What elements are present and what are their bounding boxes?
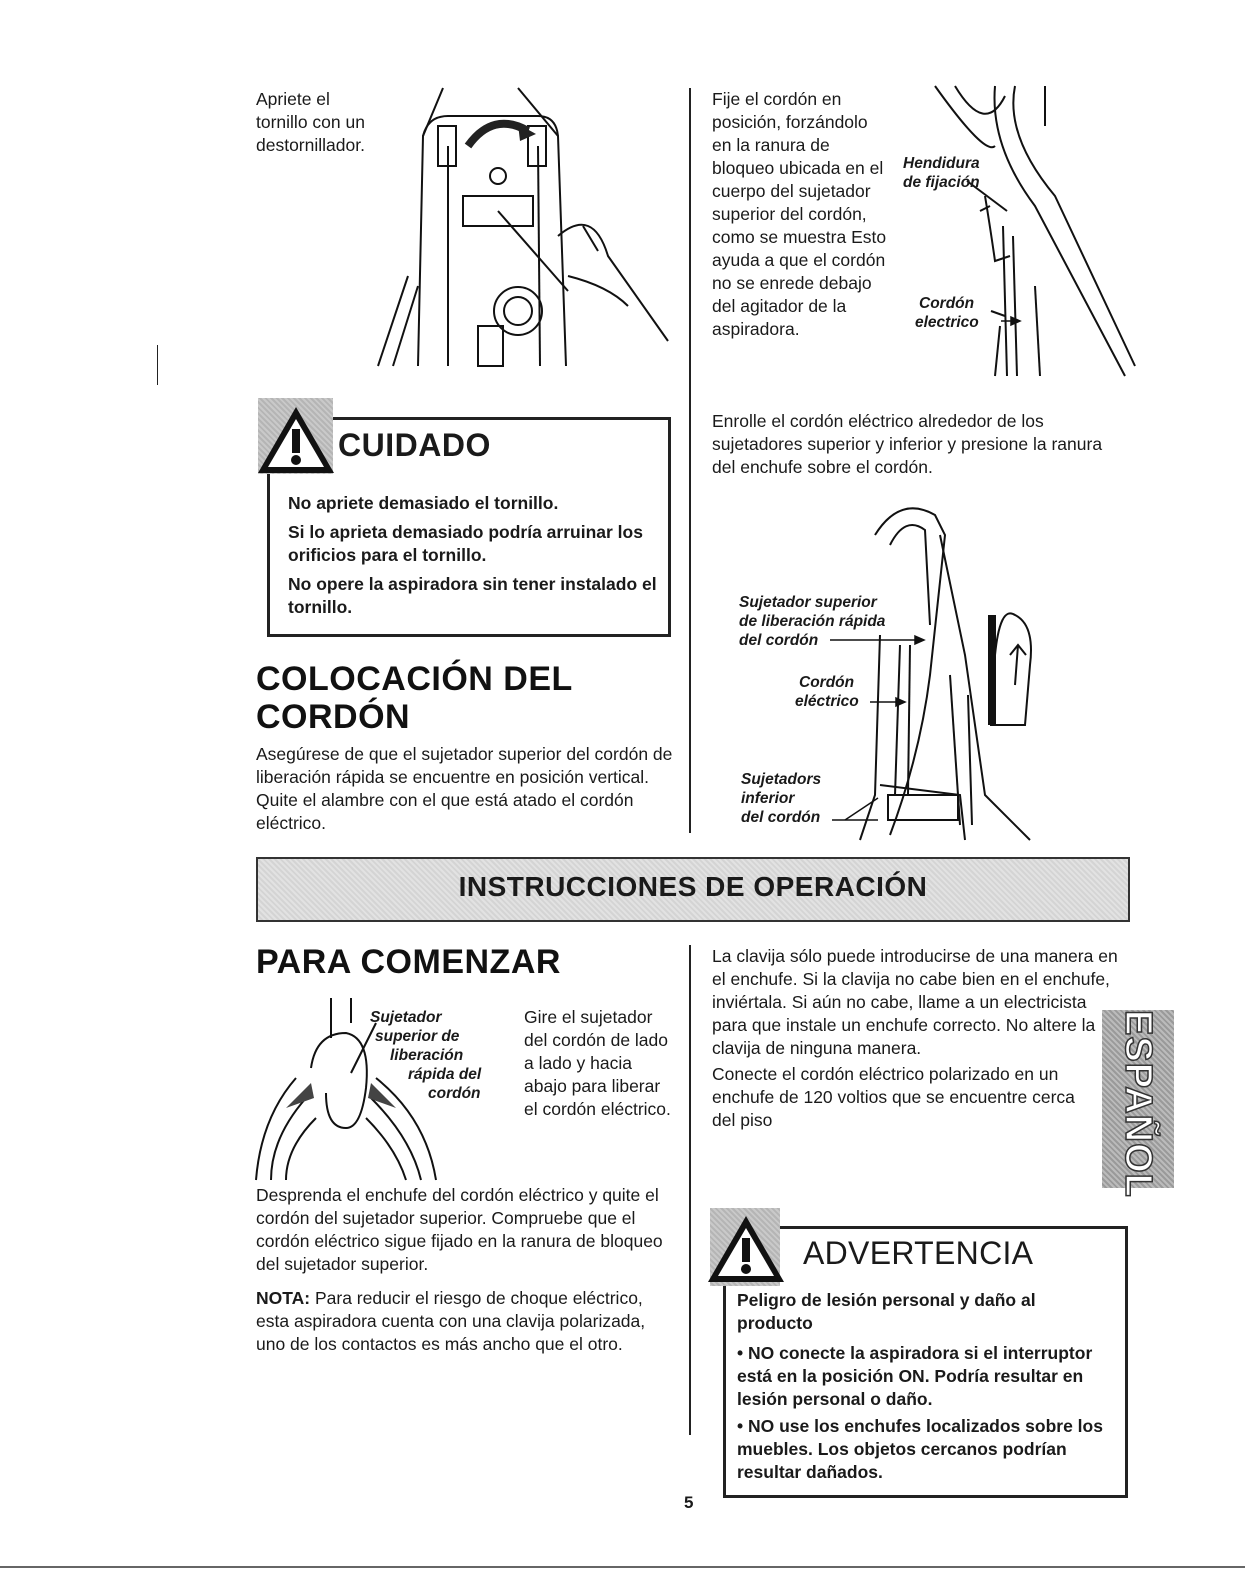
advertencia-line-1: Peligro de lesión personal y daño al producto [737,1290,1036,1333]
fije-text: Fije el cordón en posición, forzándolo en la ranura de bloqueo ubicada en el cuerpo del sujetador superior del cordón, como se muestra Esto ayuda a que el cordón no se enrede debajo del agitador de la aspiradora. [712,89,887,339]
advertencia-line-2: • NO conecte la aspiradora si el interruptor está en la posición ON. Podría resultar en lesión personal o daño. [737,1343,1093,1409]
fig-label-1: Sujetador [370,1009,442,1026]
advertencia-title: ADVERTENCIA [803,1235,1034,1271]
advertencia-line-3: • NO use los enchufes localizados sobre los muebles. Los objetos cercanos podrían resultar dañados. [737,1416,1103,1482]
colocacion-body: Asegúrese de que el sujetador superior del cordón de liberación rápida se encuentre en posición vertical. Quite el alambre con el que está atado el cordón eléctrico. [256,744,673,833]
cuidado-line-3: No opere la aspiradora sin tener instalado el tornillo. [288,574,657,617]
label-sujetadors-inferior-1: Sujetadors [741,771,822,788]
nota-label: NOTA: [256,1288,311,1308]
para-comenzar-title: PARA COMENZAR [256,943,561,981]
nota-text [256,1287,676,1356]
fig-label-2: superior de [375,1028,460,1045]
bottom-rule [0,1566,1245,1568]
warning-icon [708,1214,788,1284]
label-cordon-2: electrico [915,314,979,331]
screw-instruction: Apriete el tornillo con un destornillador. [256,89,365,155]
page-number: 5 [684,1493,694,1512]
label-sujetador-superior-2: de liberación rápida [739,613,886,630]
label-cordon-electrico-1: Cordón [799,674,855,691]
desprenda-text: Desprenda el enchufe del cordón eléctrico y quite el cordón del sujetador superior. Compruebe que el cordón eléctrico sigue fijado en la ranura de bloqueo del sujetador superior. [256,1185,663,1274]
fig-label-4: rápida del [408,1066,482,1083]
nota-body: Para reducir el riesgo de choque eléctrico, esta aspiradora cuenta con una clavija polarizada, uno de los contactos es más ancho que el otro. [256,1288,646,1354]
label-sujetador-superior-3: del cordón [739,632,819,649]
label-sujetadors-inferior-3: del cordón [741,809,821,826]
label-hendidura-1: Hendidura [903,155,980,172]
label-cordon-1: Cordón [919,295,975,312]
clavija-para-2: Conecte el cordón eléctrico polarizado en un enchufe de 120 voltios que se encuentre cerca del piso [712,1064,1075,1130]
clavija-para-1: La clavija sólo puede introducirse de una manera en el enchufe. Si la clavija no cabe bien en el enchufe, inviértala. Si aún no cabe, llame a un electricista para que instale un enchufe correcto. No altere la clavija de ninguna manera. [712,946,1118,1058]
label-sujetadors-inferior-2: inferior [741,790,795,807]
cuidado-title: CUIDADO [338,427,491,463]
language-tab-label: ESPAÑOL [1117,1010,1159,1198]
fig-label-3: liberación [390,1047,464,1064]
cuidado-line-1: No apriete demasiado el tornillo. [288,493,559,513]
gire-text: Gire el sujetador del cordón de lado a lado y hacia abajo para liberar el cordón eléctrico. [524,1007,671,1119]
colocacion-title-1: COLOCACIÓN DEL [256,660,573,698]
label-sujetador-superior-1: Sujetador superior [739,594,877,611]
banner-title: INSTRUCCIONES DE OPERACIÓN [458,871,928,902]
label-cordon-electrico-2: eléctrico [795,693,859,710]
fig-label-5: cordón [428,1085,481,1102]
enrolle-text: Enrolle el cordón eléctrico alrededor de los sujetadores superior y inferior y presione la ranura del enchufe sobre el cordón. [712,411,1103,477]
label-hendidura-2: de fijación [903,174,980,191]
colocacion-title-2: CORDÓN [256,698,411,736]
cuidado-line-2: Si lo aprieta demasiado podría arruinar los orificios para el tornillo. [288,522,643,565]
